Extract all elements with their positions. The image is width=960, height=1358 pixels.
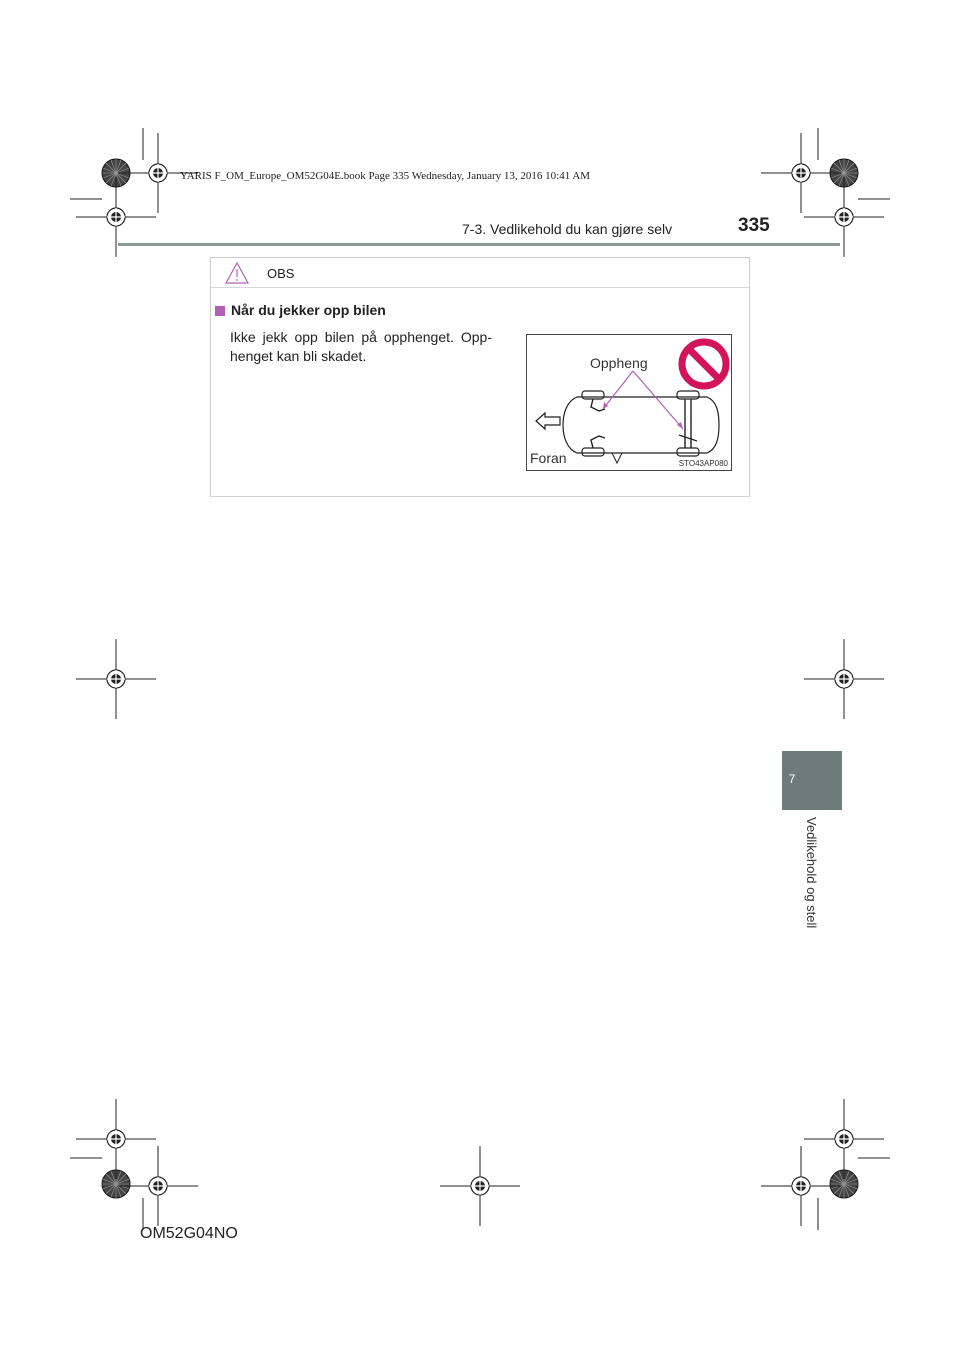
document-code: OM52G04NO — [140, 1225, 238, 1242]
jacking-figure — [526, 334, 732, 471]
suspension-label: Oppheng — [590, 355, 648, 371]
figure-code: STO43AP080 — [678, 459, 728, 468]
header-rule — [118, 243, 840, 246]
page-number: 335 — [738, 215, 770, 236]
caution-text: Ikke jekk opp bilen på opphenget. Opp-henget kan bli skadet. — [230, 329, 492, 364]
warning-triangle-icon — [224, 261, 250, 285]
prohibition-icon — [682, 342, 726, 386]
front-label: Foran — [530, 450, 567, 466]
caution-box — [210, 257, 750, 497]
square-bullet-icon — [215, 306, 225, 316]
chapter-number: 7 — [788, 772, 796, 786]
caution-label: OBS — [267, 266, 295, 281]
chapter-label: Vedlikehold og stell — [804, 817, 819, 929]
print-info: YARIS F_OM_Europe_OM52G04E.book Page 335 Wednesday, January 13, 2016 10:41 AM — [180, 170, 591, 182]
section-title: 7-3. Vedlikehold du kan gjøre selv — [462, 221, 673, 237]
caution-header — [211, 258, 749, 288]
caution-heading — [215, 302, 386, 318]
caution-heading-text: Når du jekker opp bilen — [231, 302, 386, 318]
